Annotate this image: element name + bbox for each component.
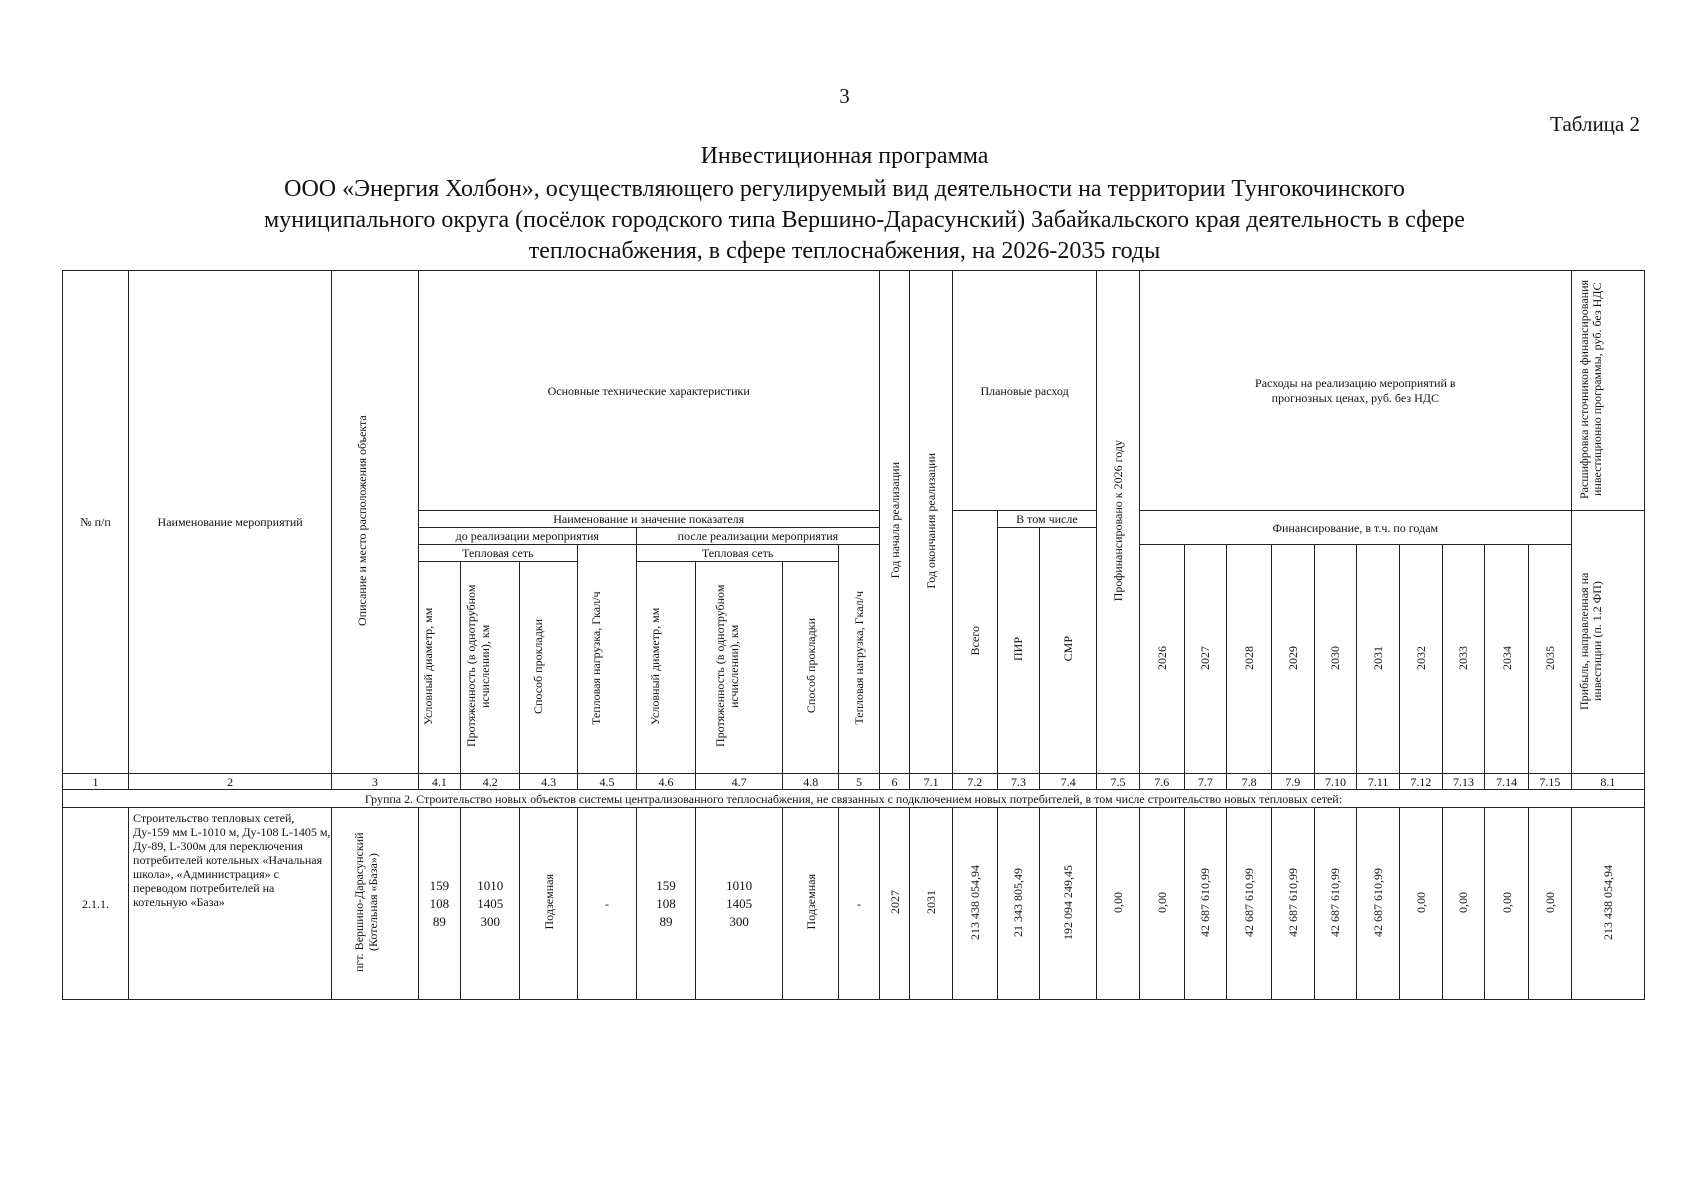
header-length-before: Протяженность (в однотрубном исчислении), км bbox=[461, 562, 520, 774]
header-heat-net-before: Тепловая сеть bbox=[418, 545, 578, 562]
header-before: до реализации мероприятия bbox=[418, 528, 636, 545]
column-number: 7.7 bbox=[1184, 774, 1227, 790]
column-number: 5 bbox=[839, 774, 880, 790]
column-number: 7.13 bbox=[1442, 774, 1485, 790]
row-method-after: Подземная bbox=[783, 808, 839, 1000]
row-length-before: 1010 1405 300 bbox=[461, 808, 520, 1000]
header-year-start: Год начала реализации bbox=[879, 271, 909, 774]
title-line-3: муниципального округа (посёлок городского типа Вершино-Дарасунский) Забайкальского края деятельность в сфере bbox=[264, 207, 1465, 233]
header-year-2030: 2030 bbox=[1314, 545, 1357, 774]
column-number: 7.15 bbox=[1529, 774, 1572, 790]
header-location: Описание и место расположения объекта bbox=[332, 271, 418, 774]
row-name: Строительство тепловых сетей, Ду-159 мм L-1010 м, Ду-108 L-1405 м, Ду-89, L-300м для переключения потребителей котельных «Начальная школа», «Администрация» с переводом потребителей на котельную «База» bbox=[129, 808, 332, 1000]
row-length-after: 1010 1405 300 bbox=[695, 808, 782, 1000]
header-tech: Основные технические характеристики bbox=[418, 271, 879, 511]
page-number: 3 bbox=[839, 84, 850, 108]
column-number: 1 bbox=[63, 774, 129, 790]
row-year-2026: 0,00 bbox=[1139, 808, 1184, 1000]
column-number-row bbox=[63, 774, 1645, 790]
column-number: 7.11 bbox=[1357, 774, 1400, 790]
column-number: 2 bbox=[129, 774, 332, 790]
row-year-2034: 0,00 bbox=[1485, 808, 1529, 1000]
group-row bbox=[63, 790, 1645, 808]
header-year-2028: 2028 bbox=[1227, 545, 1272, 774]
header-method-after: Способ прокладки bbox=[783, 562, 839, 774]
header-profit: Прибыль, направленная на инвестиции (п. 1.2 ФП) bbox=[1571, 511, 1644, 774]
header-year-end: Год окончания реализации bbox=[910, 271, 953, 774]
header-year-2029: 2029 bbox=[1271, 545, 1314, 774]
row-year-2029: 42 687 610,99 bbox=[1271, 808, 1314, 1000]
header-load-before: Тепловая нагрузка, Гкал/ч bbox=[578, 545, 637, 774]
table-row bbox=[63, 808, 1645, 1000]
row-load-before: - bbox=[578, 808, 637, 1000]
header-year-2026: 2026 bbox=[1139, 545, 1184, 774]
header-name: Наименование мероприятий bbox=[129, 271, 332, 774]
table-label: Таблица 2 bbox=[1550, 112, 1640, 136]
investment-table bbox=[62, 270, 1645, 1000]
group-title: Группа 2. Строительство новых объектов системы централизованного теплоснабжения, не связанных с подключением новых потребителей, в том числе строительство новых тепловых сетей: bbox=[63, 790, 1645, 808]
row-diam-after: 159 108 89 bbox=[637, 808, 696, 1000]
column-number: 7.8 bbox=[1227, 774, 1272, 790]
row-year-2032: 0,00 bbox=[1399, 808, 1442, 1000]
header-diam-before: Условный диаметр, мм bbox=[418, 562, 461, 774]
header-length-after: Протяженность (в однотрубном исчислении), км bbox=[695, 562, 782, 774]
header-after: после реализации мероприятия bbox=[637, 528, 880, 545]
column-number: 7.2 bbox=[952, 774, 997, 790]
header-prefinanced: Профинансировано к 2026 году bbox=[1097, 271, 1140, 774]
column-number: 4.6 bbox=[637, 774, 696, 790]
header-pir: ПИР bbox=[997, 528, 1040, 774]
header-smr: СМР bbox=[1040, 528, 1097, 774]
header-year-2027: 2027 bbox=[1184, 545, 1227, 774]
header-year-2034: 2034 bbox=[1485, 545, 1529, 774]
header-financing: Финансирование, в т.ч. по годам bbox=[1139, 511, 1571, 545]
title-line-2: ООО «Энергия Холбон», осуществляющего регулируемый вид деятельности на территории Тунгокочинского bbox=[284, 176, 1405, 202]
column-number: 4.3 bbox=[520, 774, 578, 790]
column-number: 7.4 bbox=[1040, 774, 1097, 790]
column-number: 7.6 bbox=[1139, 774, 1184, 790]
row-year-2028: 42 687 610,99 bbox=[1227, 808, 1272, 1000]
row-year-2035: 0,00 bbox=[1529, 808, 1572, 1000]
title-line-1: Инвестиционная программа bbox=[700, 143, 989, 169]
header-planned: Плановые расход bbox=[952, 271, 1096, 511]
header-method-before: Способ прокладки bbox=[520, 562, 578, 774]
header-year-2032: 2032 bbox=[1399, 545, 1442, 774]
column-number: 6 bbox=[879, 774, 909, 790]
column-number: 4.2 bbox=[461, 774, 520, 790]
header-heat-net-after: Тепловая сеть bbox=[637, 545, 839, 562]
column-number: 7.14 bbox=[1485, 774, 1529, 790]
header-row-top bbox=[63, 271, 1645, 511]
column-number: 7.9 bbox=[1271, 774, 1314, 790]
row-total: 213 438 054,94 bbox=[952, 808, 997, 1000]
header-diam-after: Условный диаметр, мм bbox=[637, 562, 696, 774]
header-expenses: Расходы на реализацию мероприятий в прогнозных ценах, руб. без НДС bbox=[1139, 271, 1571, 511]
row-load-after: - bbox=[839, 808, 880, 1000]
row-prefinanced: 0,00 bbox=[1097, 808, 1140, 1000]
row-location: пгт. Вершино-Дарасунский (Котельная «База») bbox=[332, 808, 418, 1000]
header-num: № п/п bbox=[63, 271, 129, 774]
row-diam-before: 159 108 89 bbox=[418, 808, 461, 1000]
row-smr: 192 094 249,45 bbox=[1040, 808, 1097, 1000]
row-year-2031: 42 687 610,99 bbox=[1357, 808, 1400, 1000]
column-number: 4.7 bbox=[695, 774, 782, 790]
row-year-2033: 0,00 bbox=[1442, 808, 1485, 1000]
row-pir: 21 343 805,49 bbox=[997, 808, 1040, 1000]
column-number: 4.8 bbox=[783, 774, 839, 790]
header-year-2031: 2031 bbox=[1357, 545, 1400, 774]
column-number: 8.1 bbox=[1571, 774, 1644, 790]
column-number: 7.10 bbox=[1314, 774, 1357, 790]
column-number: 7.3 bbox=[997, 774, 1040, 790]
header-year-2035: 2035 bbox=[1529, 545, 1572, 774]
row-year-2027: 42 687 610,99 bbox=[1184, 808, 1227, 1000]
row-year-end: 2031 bbox=[910, 808, 953, 1000]
column-number: 3 bbox=[332, 774, 418, 790]
row-method-before: Подземная bbox=[520, 808, 578, 1000]
header-total: Всего bbox=[952, 511, 997, 774]
title-line-4: теплоснабжения, в сфере теплоснабжения, на 2026-2035 годы bbox=[528, 238, 1161, 264]
header-sources: Расшифровка источников финансирования инвестиционно программы, руб. без НДС bbox=[1571, 271, 1644, 511]
row-year-2030: 42 687 610,99 bbox=[1314, 808, 1357, 1000]
row-profit: 213 438 054,94 bbox=[1571, 808, 1644, 1000]
column-number: 7.12 bbox=[1399, 774, 1442, 790]
column-number: 7.1 bbox=[910, 774, 953, 790]
header-load-after: Тепловая нагрузка, Гкал/ч bbox=[839, 545, 880, 774]
column-number: 7.5 bbox=[1097, 774, 1140, 790]
header-incl: В том числе bbox=[997, 511, 1097, 528]
column-number: 4.1 bbox=[418, 774, 461, 790]
header-indicator: Наименование и значение показателя bbox=[418, 511, 879, 528]
row-num: 2.1.1. bbox=[63, 808, 129, 1000]
header-year-2033: 2033 bbox=[1442, 545, 1485, 774]
row-year-start: 2027 bbox=[879, 808, 909, 1000]
column-number: 4.5 bbox=[578, 774, 637, 790]
